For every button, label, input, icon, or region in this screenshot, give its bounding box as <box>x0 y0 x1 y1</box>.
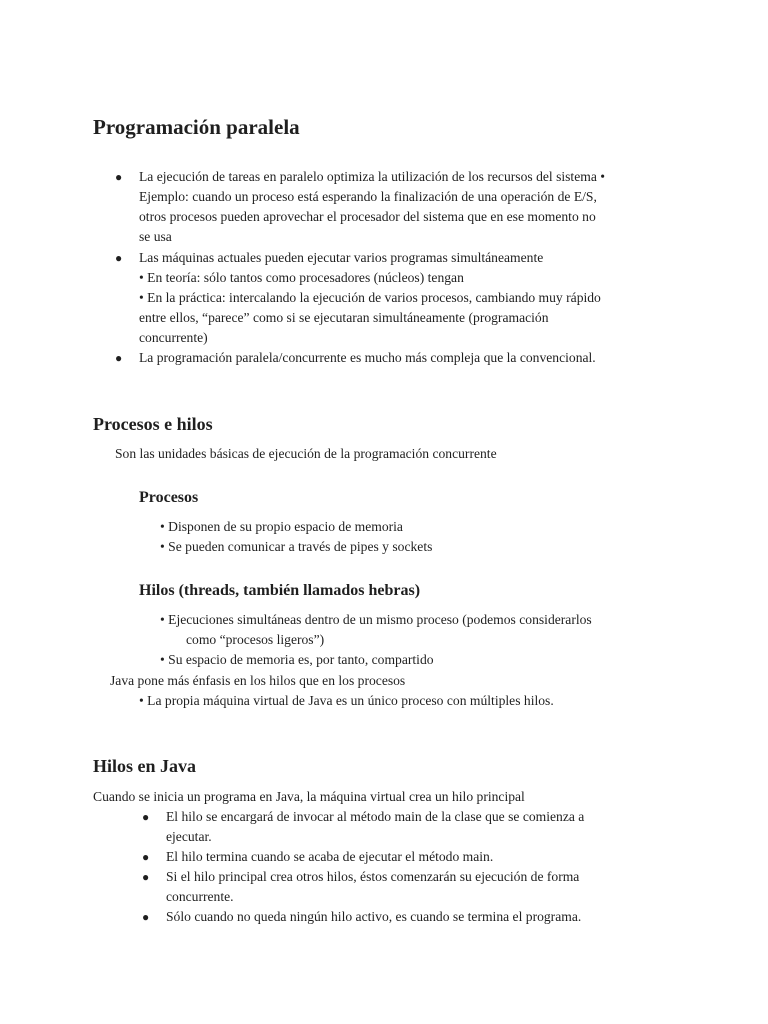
text-line: Sólo cuando no queda ningún hilo activo, es cuando se termina el programa. <box>166 909 582 924</box>
java-sub-item: • La propia máquina virtual de Java es un único proceso con múltiples hilos. <box>139 693 554 708</box>
text-line: El hilo se encargará de invocar al método main de la clase que se comienza a <box>166 809 585 824</box>
text-line: concurrente. <box>166 889 234 904</box>
section-title-programacion-paralela: Programación paralela <box>93 115 300 139</box>
list-item <box>166 807 584 847</box>
section-intro: Son las unidades básicas de ejecución de la programación concurrente <box>115 446 497 461</box>
text-line: concurrente) <box>139 330 208 345</box>
section-intro: Cuando se inicia un programa en Java, la máquina virtual crea un hilo principal <box>93 789 525 804</box>
bullet-dot: ● <box>115 251 123 265</box>
section-title-procesos-e-hilos: Procesos e hilos <box>93 414 213 434</box>
list-item: • Su espacio de memoria es, por tanto, compartido <box>160 652 434 667</box>
list-item <box>139 167 605 247</box>
bullet-dot: ● <box>142 870 150 884</box>
list-item <box>166 847 493 867</box>
text-line: • En teoría: sólo tantos como procesadores (núcleos) tengan <box>139 270 464 285</box>
list-item: • Disponen de su propio espacio de memoria <box>160 519 403 534</box>
text-line: Las máquinas actuales pueden ejecutar varios programas simultáneamente <box>139 250 544 265</box>
text-line: La ejecución de tareas en paralelo optimiza la utilización de los recursos del sistema • <box>139 169 606 184</box>
list-item <box>139 348 596 368</box>
bullet-dot: ● <box>142 910 150 924</box>
text-line: Si el hilo principal crea otros hilos, éstos comenzarán su ejecución de forma <box>166 869 580 884</box>
text-line: Ejemplo: cuando un proceso está esperando la finalización de una operación de E/S, <box>139 189 597 204</box>
bullet-dot: ● <box>142 850 150 864</box>
text-line: entre ellos, “parece” como si se ejecutaran simultáneamente (programación <box>139 310 549 325</box>
list-item-continuation: como “procesos ligeros”) <box>186 632 325 647</box>
subsection-title-procesos: Procesos <box>139 489 199 506</box>
bullet-dot: ● <box>115 351 123 365</box>
list-item <box>166 907 581 927</box>
text-line: • En la práctica: intercalando la ejecución de varios procesos, cambiando muy rápido <box>139 290 601 305</box>
text-line: se usa <box>139 229 172 244</box>
text-line: El hilo termina cuando se acaba de ejecutar el método main. <box>166 849 494 864</box>
hilos-list <box>160 610 592 670</box>
list-item <box>139 248 601 348</box>
subsection-title-hilos: Hilos (threads, también llamados hebras) <box>139 582 421 599</box>
list-item: • Ejecuciones simultáneas dentro de un mismo proceso (podemos considerarlos <box>160 612 592 627</box>
list-item <box>166 867 579 907</box>
java-note: Java pone más énfasis en los hilos que en los procesos <box>110 673 406 688</box>
text-line: ejecutar. <box>166 829 212 844</box>
text-line: otros procesos pueden aprovechar el procesador del sistema que en ese momento no <box>139 209 596 224</box>
bullet-dot: ● <box>115 170 123 184</box>
section-title-hilos-en-java: Hilos en Java <box>93 756 197 776</box>
procesos-list <box>160 517 432 557</box>
text-line: La programación paralela/concurrente es mucho más compleja que la convencional. <box>139 350 596 365</box>
list-item: • Se pueden comunicar a través de pipes y sockets <box>160 539 433 554</box>
bullet-dot: ● <box>142 810 150 824</box>
